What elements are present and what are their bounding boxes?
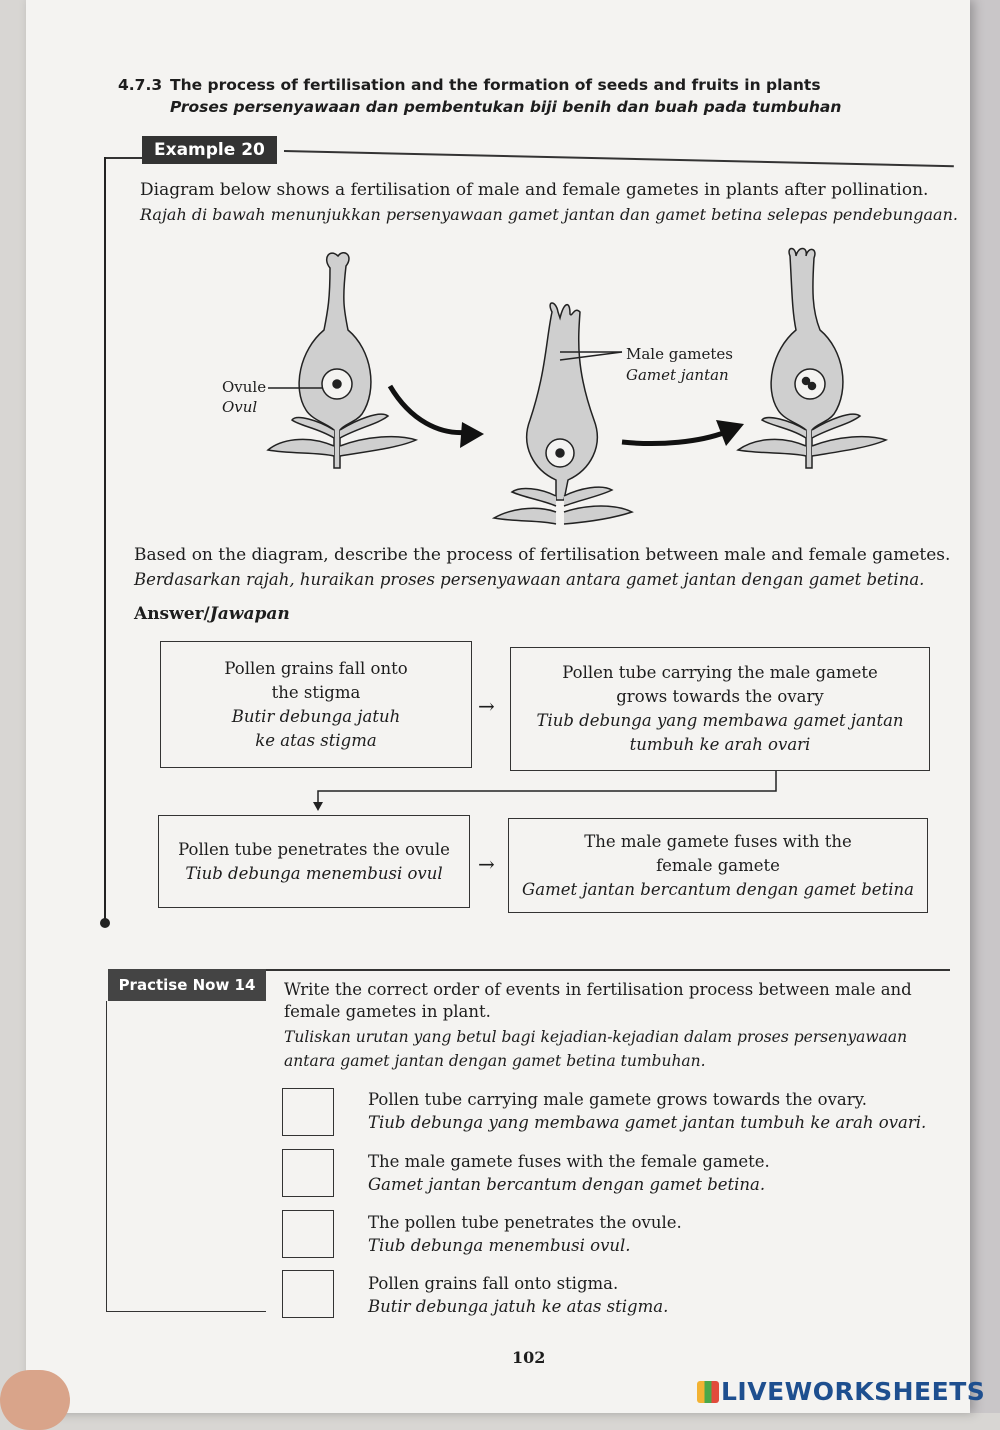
step-1-my-line1: Butir debunga jatuh bbox=[231, 706, 401, 726]
practise-instr-my-1: Tuliskan urutan yang betul bagi kejadian-kejadian dalam proses persenyawaan bbox=[284, 1028, 908, 1046]
practise-instr-en-2: female gametes in plant. bbox=[284, 1002, 491, 1021]
step-3-my: Tiub debunga menembusi ovul bbox=[185, 863, 443, 883]
step-4-en-line1: The male gamete fuses with the bbox=[584, 831, 852, 851]
section-title-my: Proses persenyawaan dan pembentukan biji benih dan buah pada tumbuhan bbox=[170, 98, 842, 116]
order-answer-box-2[interactable] bbox=[282, 1149, 334, 1197]
liveworksheets-logo-icon bbox=[697, 1381, 719, 1403]
option-2-my: Gamet jantan bercantum dengan gamet betina. bbox=[368, 1175, 766, 1194]
question-my: Berdasarkan rajah, huraikan proses persenyawaan antara gamet jantan dengan gamet betina. bbox=[134, 570, 925, 589]
answer-label-en: Answer/ bbox=[134, 604, 210, 624]
flow-arrow-2: → bbox=[478, 852, 495, 876]
flower-3-pistil bbox=[738, 249, 886, 469]
practise-rule bbox=[266, 969, 950, 971]
option-3-my: Tiub debunga menembusi ovul. bbox=[368, 1236, 631, 1255]
step-2-my-line1: Tiub debunga yang membawa gamet jantan bbox=[536, 711, 904, 730]
example-frame-dot bbox=[100, 918, 110, 928]
step-1-my-line2: ke atas stigma bbox=[255, 730, 377, 750]
step-2-en-line1: Pollen tube carrying the male gamete bbox=[562, 663, 878, 682]
practise-frame-left bbox=[106, 1001, 107, 1311]
practise-option-4 bbox=[368, 1272, 668, 1318]
practise-frame-bottom bbox=[106, 1311, 266, 1312]
page-number: 102 bbox=[512, 1348, 546, 1367]
section-title-en: The process of fertilisation and the formation of seeds and fruits in plants bbox=[170, 76, 821, 94]
ovule-label-my: Ovul bbox=[222, 398, 258, 416]
answer-step-4 bbox=[508, 818, 928, 913]
option-4-my: Butir debunga jatuh ke atas stigma. bbox=[368, 1297, 669, 1316]
question-en: Based on the diagram, describe the process of fertilisation between male and female gametes. bbox=[134, 545, 951, 565]
step-1-en-line1: Pollen grains fall onto bbox=[224, 658, 408, 678]
order-answer-box-1[interactable] bbox=[282, 1088, 334, 1136]
answer-label-my: Jawapan bbox=[209, 604, 290, 624]
male-gametes-label-my: Gamet jantan bbox=[626, 366, 729, 384]
answer-label bbox=[134, 604, 290, 624]
step-2-en-line2: grows towards the ovary bbox=[616, 687, 824, 706]
ovule-label-en: Ovule bbox=[222, 378, 267, 396]
practise-instr-my-2: antara gamet jantan dengan gamet betina tumbuhan. bbox=[284, 1052, 706, 1070]
flower-2-pistil bbox=[494, 303, 632, 524]
thumb bbox=[0, 1370, 70, 1430]
order-answer-box-4[interactable] bbox=[282, 1270, 334, 1318]
practise-label: Practise Now 14 bbox=[108, 969, 266, 1001]
answer-step-3 bbox=[158, 815, 470, 908]
step-1-en-line2: the stigma bbox=[271, 682, 361, 702]
flow-arrow-1: → bbox=[478, 694, 495, 718]
fertilisation-diagram bbox=[0, 0, 1000, 560]
answer-step-1 bbox=[160, 641, 472, 768]
section-number: 4.7.3 bbox=[118, 76, 163, 94]
arrow-1 bbox=[390, 386, 470, 433]
option-3-en: The pollen tube penetrates the ovule. bbox=[368, 1213, 682, 1232]
male-gametes-label-en: Male gametes bbox=[626, 345, 733, 363]
step-4-en-line2: female gamete bbox=[656, 855, 780, 875]
step-3-en: Pollen tube penetrates the ovule bbox=[178, 839, 450, 859]
example-intro-en: Diagram below shows a fertilisation of male and female gametes in plants after pollination. bbox=[140, 180, 929, 200]
practise-option-3 bbox=[368, 1211, 682, 1257]
watermark-text: LIVEWORKSHEETS bbox=[721, 1377, 986, 1406]
practise-instr-en-1: Write the correct order of events in fertilisation process between male and bbox=[284, 980, 912, 999]
arrow-2 bbox=[622, 432, 726, 444]
liveworksheets-watermark bbox=[697, 1377, 985, 1406]
step-4-my: Gamet jantan bercantum dengan gamet betina bbox=[522, 879, 914, 899]
practise-option-2 bbox=[368, 1150, 770, 1196]
order-answer-box-3[interactable] bbox=[282, 1210, 334, 1258]
arrow-1-head bbox=[460, 422, 484, 448]
practise-option-1 bbox=[368, 1088, 926, 1134]
step-2-my-line2: tumbuh ke arah ovari bbox=[629, 735, 811, 754]
example-label: Example 20 bbox=[142, 136, 277, 164]
flower-1-pistil bbox=[268, 253, 416, 468]
option-2-en: The male gamete fuses with the female gamete. bbox=[368, 1152, 770, 1171]
option-1-en: Pollen tube carrying male gamete grows towards the ovary. bbox=[368, 1090, 868, 1109]
option-4-en: Pollen grains fall onto stigma. bbox=[368, 1274, 619, 1293]
example-intro-my: Rajah di bawah menunjukkan persenyawaan gamet jantan dan gamet betina selepas pendebungaan. bbox=[140, 205, 958, 224]
answer-step-2 bbox=[510, 647, 930, 771]
option-1-my: Tiub debunga yang membawa gamet jantan tumbuh ke arah ovari. bbox=[368, 1113, 927, 1132]
